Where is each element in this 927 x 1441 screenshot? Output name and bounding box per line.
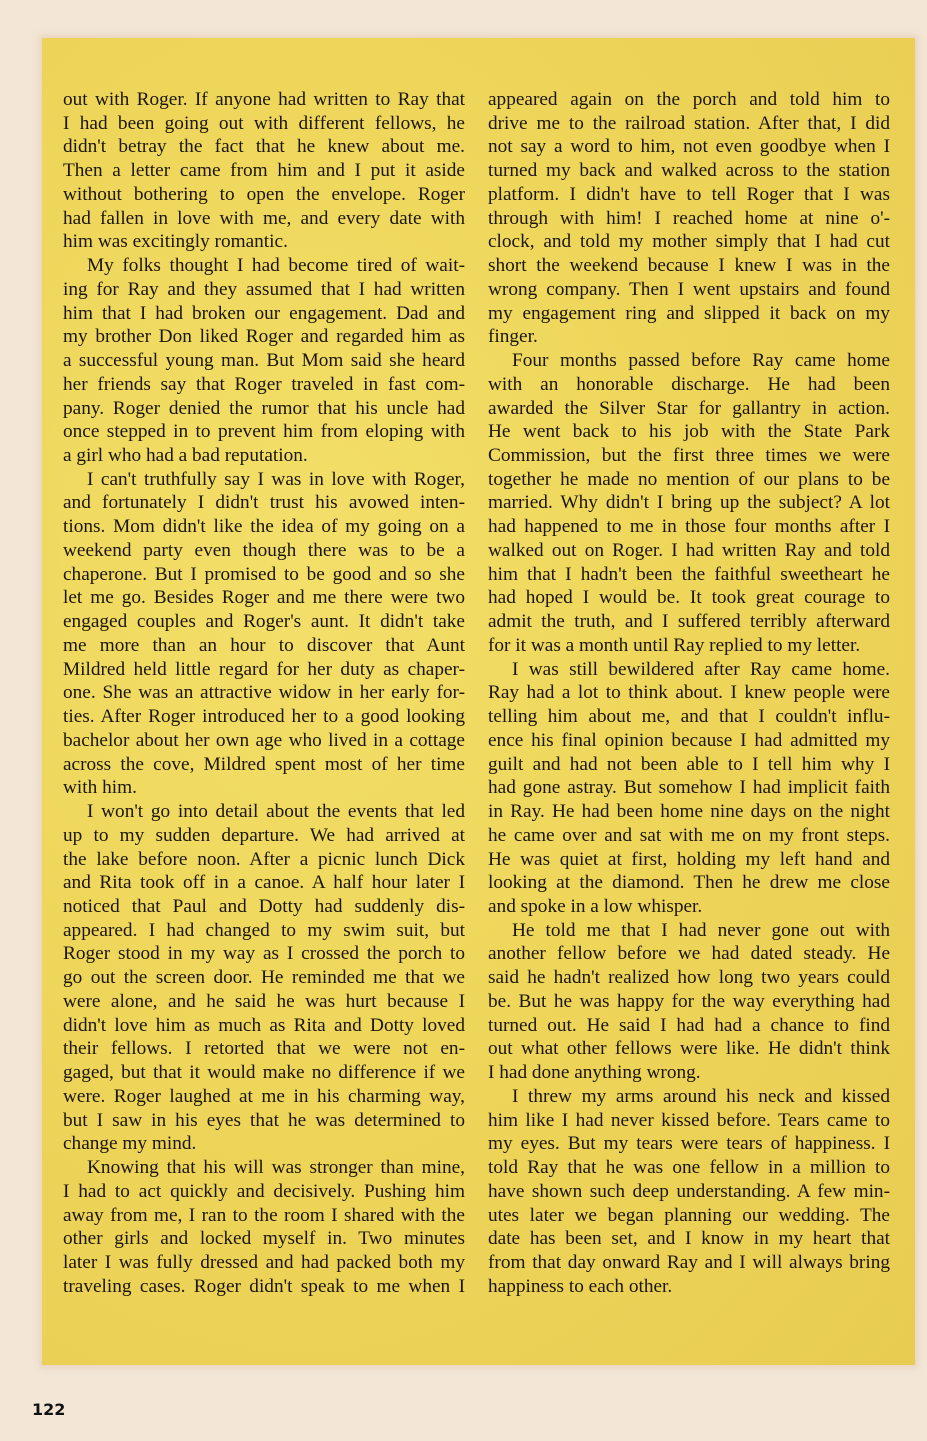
text-line: awarded the Silver Star for gallantry in action. bbox=[488, 397, 890, 419]
text-line: walked out on Roger. I had written Ray and told bbox=[488, 539, 890, 561]
text-line: were alone, and he said he was hurt because I bbox=[63, 990, 465, 1012]
text-line: weekend party even though there was to be a bbox=[63, 539, 465, 561]
text-line: later I was fully dressed and had packed both my bbox=[63, 1251, 465, 1273]
text-line: pany. Roger denied the rumor that his uncle had bbox=[63, 397, 465, 419]
text-line: away from me, I ran to the room I shared with the bbox=[63, 1204, 465, 1226]
text-line: out with Roger. If anyone had written to Ray that bbox=[63, 89, 465, 110]
text-line: together he made no mention of our plans to be bbox=[488, 468, 890, 490]
text-line: date has been set, and I know in my heart that bbox=[488, 1228, 890, 1250]
paragraph bbox=[488, 658, 890, 919]
text-line: a girl who had a bad reputation. bbox=[63, 445, 308, 467]
text-line: appeared. I had changed to my swim suit, but bbox=[63, 919, 465, 941]
text-line: ence his final opinion because I had admitted my bbox=[488, 729, 890, 751]
text-line: him like I had never kissed before. Tears came to bbox=[488, 1109, 890, 1131]
paragraph bbox=[63, 1156, 465, 1298]
text-line: I can't truthfully say I was in love with Roger, bbox=[87, 468, 465, 490]
text-line: happiness to each other. bbox=[488, 1275, 673, 1297]
text-line: short the weekend because I knew I was in the bbox=[488, 255, 890, 277]
paragraph bbox=[488, 919, 890, 1085]
text-line: I threw my arms around his neck and kissed bbox=[512, 1085, 890, 1107]
text-line: him that I had broken our engagement. Dad and bbox=[63, 302, 465, 324]
text-line: were. Roger laughed at me in his charming way, bbox=[63, 1085, 465, 1107]
text-line: He went back to his job with the State Park bbox=[488, 421, 890, 443]
text-line: go out the screen door. He reminded me that we bbox=[63, 967, 465, 989]
paragraph bbox=[63, 254, 465, 468]
paragraph bbox=[488, 349, 890, 658]
paragraph bbox=[63, 88, 465, 254]
text-line: had happened to me in those four months after I bbox=[488, 516, 890, 538]
text-line: Commission, but the first three times we were bbox=[488, 445, 890, 467]
text-line: guilt and had not been able to I tell him why I bbox=[488, 753, 890, 775]
text-line: I was still bewildered after Ray came home. bbox=[512, 658, 890, 680]
text-line: married. Why didn't I bring up the subject? A lot bbox=[488, 492, 890, 514]
text-line: my brother Don liked Roger and regarded him as bbox=[63, 326, 465, 348]
text-line: let me go. Besides Roger and me there were two bbox=[63, 587, 465, 609]
text-line: admit the truth, and I suffered terribly afterward bbox=[488, 611, 890, 633]
text-line: wrong company. Then I went upstairs and found bbox=[488, 278, 890, 300]
text-line: out what other fellows were like. He didn't think bbox=[488, 1038, 890, 1060]
text-line: other girls and locked myself in. Two minutes bbox=[63, 1228, 465, 1250]
text-line: Knowing that his will was stronger than mine, bbox=[87, 1157, 465, 1179]
text-line: with him. bbox=[63, 777, 137, 799]
text-line: up to my sudden departure. We had arrived at bbox=[63, 824, 465, 846]
text-line: I had been going out with different fellows, he bbox=[63, 112, 465, 134]
text-line: finger. bbox=[488, 326, 538, 348]
paragraph bbox=[488, 1085, 890, 1299]
text-line: him that I hadn't been the faithful sweetheart he bbox=[488, 563, 890, 585]
text-line: one. She was an attractive widow in her early for- bbox=[63, 682, 465, 704]
paragraph bbox=[63, 468, 465, 800]
text-line: Roger stood in my way as I crossed the porch to bbox=[63, 943, 465, 965]
text-line: drive me to the railroad station. After that, I did bbox=[488, 112, 890, 134]
text-line: had fallen in love with me, and every date with bbox=[63, 207, 465, 229]
text-line: noticed that Paul and Dotty had suddenly dis- bbox=[63, 895, 465, 917]
text-line: said he hadn't realized how long two years could bbox=[488, 967, 890, 989]
text-line: My folks thought I had become tired of wait- bbox=[87, 255, 465, 277]
text-line: with an honorable discharge. He had been bbox=[488, 373, 890, 395]
text-line: turned out. He said I had had a chance to find bbox=[488, 1014, 890, 1036]
text-line: told Ray that he was one fellow in a million to bbox=[488, 1157, 890, 1179]
text-line: Four months passed before Ray came home bbox=[512, 350, 890, 372]
text-line: a successful young man. But Mom said she heard bbox=[63, 350, 465, 372]
text-line: ing for Ray and they assumed that I had written bbox=[63, 278, 465, 300]
text-line: my engagement ring and slipped it back on my bbox=[488, 302, 890, 324]
text-line: gaged, but that it would make no difference if we bbox=[63, 1062, 465, 1084]
text-line: Then a letter came from him and I put it aside bbox=[63, 160, 465, 182]
text-line: didn't love him as much as Rita and Dotty loved bbox=[63, 1014, 465, 1036]
text-line: telling him about me, and that I couldn't influ- bbox=[488, 706, 890, 728]
text-line: me more than an hour to discover that Aunt bbox=[63, 634, 465, 656]
text-line: platform. I didn't have to tell Roger that I was bbox=[488, 183, 890, 205]
text-line: through with him! I reached home at nine o'- bbox=[488, 207, 890, 229]
text-line: but I saw in his eyes that he was determined to bbox=[63, 1109, 465, 1131]
text-line: clock, and told my mother simply that I had cut bbox=[488, 231, 890, 253]
text-line: Ray had a lot to think about. I knew people were bbox=[488, 682, 890, 704]
text-line: not say a word to him, not even goodbye when I bbox=[488, 136, 890, 158]
text-line: appeared again on the porch and told him to bbox=[488, 89, 890, 110]
text-line: He told me that I had never gone out with bbox=[512, 919, 890, 941]
text-line: I had done anything wrong. bbox=[488, 1062, 701, 1084]
text-line: and fortunately I didn't trust his avowed inten- bbox=[63, 492, 465, 514]
text-line: he came over and sat with me on my front steps. bbox=[488, 824, 890, 846]
text-line: once stepped in to prevent him from eloping with bbox=[63, 421, 465, 443]
text-line: from that day onward Ray and I will always bring bbox=[488, 1251, 890, 1273]
left-column bbox=[63, 88, 465, 1298]
text-line: He was quiet at first, holding my left hand and bbox=[488, 848, 890, 870]
text-line: utes later we began planning our wedding. The bbox=[488, 1204, 890, 1226]
text-line: in Ray. He had been home nine days on the night bbox=[488, 801, 890, 823]
paragraph bbox=[63, 800, 465, 1156]
text-line: I won't go into detail about the events that led bbox=[87, 801, 465, 823]
text-line: for it was a month until Ray replied to my letter. bbox=[488, 634, 861, 656]
text-line: bachelor about her own age who lived in a cottage bbox=[63, 729, 465, 751]
text-line: looking at the diamond. Then he drew me close bbox=[488, 872, 890, 894]
text-line: engaged couples and Roger's aunt. It didn't take bbox=[63, 611, 465, 633]
text-line: traveling cases. Roger didn't speak to me when I bbox=[63, 1275, 465, 1297]
text-line: her friends say that Roger traveled in fast com- bbox=[63, 373, 465, 395]
right-column bbox=[488, 88, 890, 1298]
text-line: their fellows. I retorted that we were not en- bbox=[63, 1038, 465, 1060]
text-line: without bothering to open the envelope. Roger bbox=[63, 183, 465, 205]
text-line: tions. Mom didn't like the idea of my going on a bbox=[63, 516, 465, 538]
text-line: across the cove, Mildred spent most of her time bbox=[63, 753, 465, 775]
text-line: my eyes. But my tears were tears of happiness. I bbox=[488, 1133, 890, 1155]
text-line: have shown such deep understanding. A few min- bbox=[488, 1180, 890, 1202]
text-line: chaperone. But I promised to be good and so she bbox=[63, 563, 465, 585]
text-line: another fellow before we had dated steady. He bbox=[488, 943, 890, 965]
text-line: be. But he was happy for the way everything had bbox=[488, 990, 890, 1012]
text-line: the lake before noon. After a picnic lunch Dick bbox=[63, 848, 465, 870]
text-line: change my mind. bbox=[63, 1133, 197, 1155]
text-line: him was excitingly romantic. bbox=[63, 231, 288, 253]
text-line: didn't betray the fact that he knew about me. bbox=[63, 136, 465, 158]
text-line: and Rita took off in a canoe. A half hour later I bbox=[63, 872, 465, 894]
paragraph bbox=[488, 88, 890, 349]
text-line: had hoped I would be. It took great courage to bbox=[488, 587, 890, 609]
page-number: 122 bbox=[32, 1400, 66, 1419]
text-line: had gone astray. But somehow I had implicit faith bbox=[488, 777, 890, 799]
text-line: ties. After Roger introduced her to a good looking bbox=[63, 706, 465, 728]
text-line: Mildred held little regard for her duty as chaper- bbox=[63, 658, 465, 680]
text-line: I had to act quickly and decisively. Pushing him bbox=[63, 1180, 465, 1202]
text-line: and spoke in a low whisper. bbox=[488, 895, 703, 917]
text-line: turned my back and walked across to the station bbox=[488, 160, 890, 182]
